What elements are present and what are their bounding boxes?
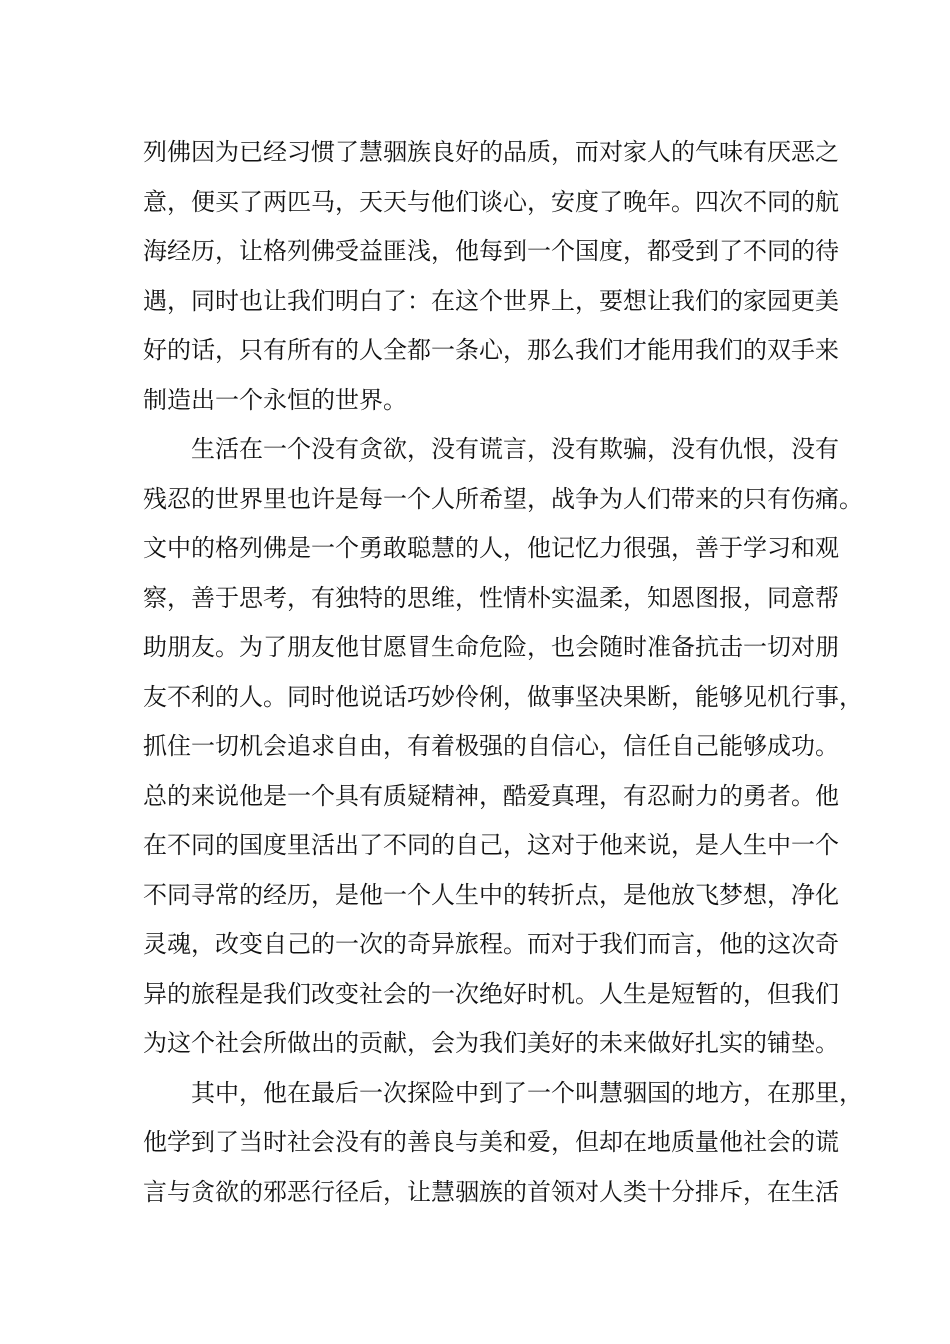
text-line: 残忍的世界里也许是每一个人所希望，战争为人们带来的只有伤痛。 xyxy=(143,484,863,513)
text-line: 其中，他在最后一次探险中到了一个叫慧骃国的地方，在那里， xyxy=(191,1078,863,1107)
text-line: 他学到了当时社会没有的善良与美和爱，但却在地质量他社会的谎 xyxy=(143,1128,839,1156)
text-line: 友不利的人。同时他说话巧妙伶俐，做事坚决果断，能够见机行事， xyxy=(143,682,863,711)
text-line: 总的来说他是一个具有质疑精神，酷爱真理，有忍耐力的勇者。他 xyxy=(143,781,839,810)
text-line: 好的话，只有所有的人全都一条心，那么我们才能用我们的双手来 xyxy=(143,336,839,364)
text-line: 为这个社会所做出的贡献，会为我们美好的未来做好扎实的铺垫。 xyxy=(143,1029,839,1057)
text-line: 抓住一切机会追求自由，有着极强的自信心，信任自己能够成功。 xyxy=(143,732,839,760)
text-line: 灵魂，改变自己的一次的奇异旅程。而对于我们而言，他的这次奇 xyxy=(143,930,839,958)
text-line: 列佛因为已经习惯了慧骃族良好的品质，而对家人的气味有厌恶之 xyxy=(143,138,839,166)
text-line: 异的旅程是我们改变社会的一次绝好时机。人生是短暂的，但我们 xyxy=(143,979,839,1008)
text-line: 制造出一个永恒的世界。 xyxy=(143,385,407,414)
document-body-text xyxy=(143,128,863,1217)
text-line: 生活在一个没有贪欲，没有谎言，没有欺骗，没有仇恨，没有 xyxy=(191,435,839,463)
text-line: 意，便买了两匹马，天天与他们谈心，安度了晚年。四次不同的航 xyxy=(143,187,839,216)
text-line: 遇，同时也让我们明白了：在这个世界上，要想让我们的家园更美 xyxy=(143,286,839,315)
text-line: 言与贪欲的邪恶行径后，让慧骃族的首领对人类十分排斥，在生活 xyxy=(143,1177,839,1206)
text-line: 助朋友。为了朋友他甘愿冒生命危险，也会随时准备抗击一切对朋 xyxy=(143,633,839,661)
text-line: 文中的格列佛是一个勇敢聪慧的人，他记忆力很强，善于学习和观 xyxy=(143,534,839,562)
text-line: 海经历，让格列佛受益匪浅，他每到一个国度，都受到了不同的待 xyxy=(143,237,839,265)
text-line: 在不同的国度里活出了不同的自己，这对于他来说，是人生中一个 xyxy=(143,831,839,859)
text-line: 察，善于思考，有独特的思维，性情朴实温柔，知恩图报，同意帮 xyxy=(143,583,839,612)
text-line: 不同寻常的经历，是他一个人生中的转折点，是他放飞梦想，净化 xyxy=(143,880,839,909)
